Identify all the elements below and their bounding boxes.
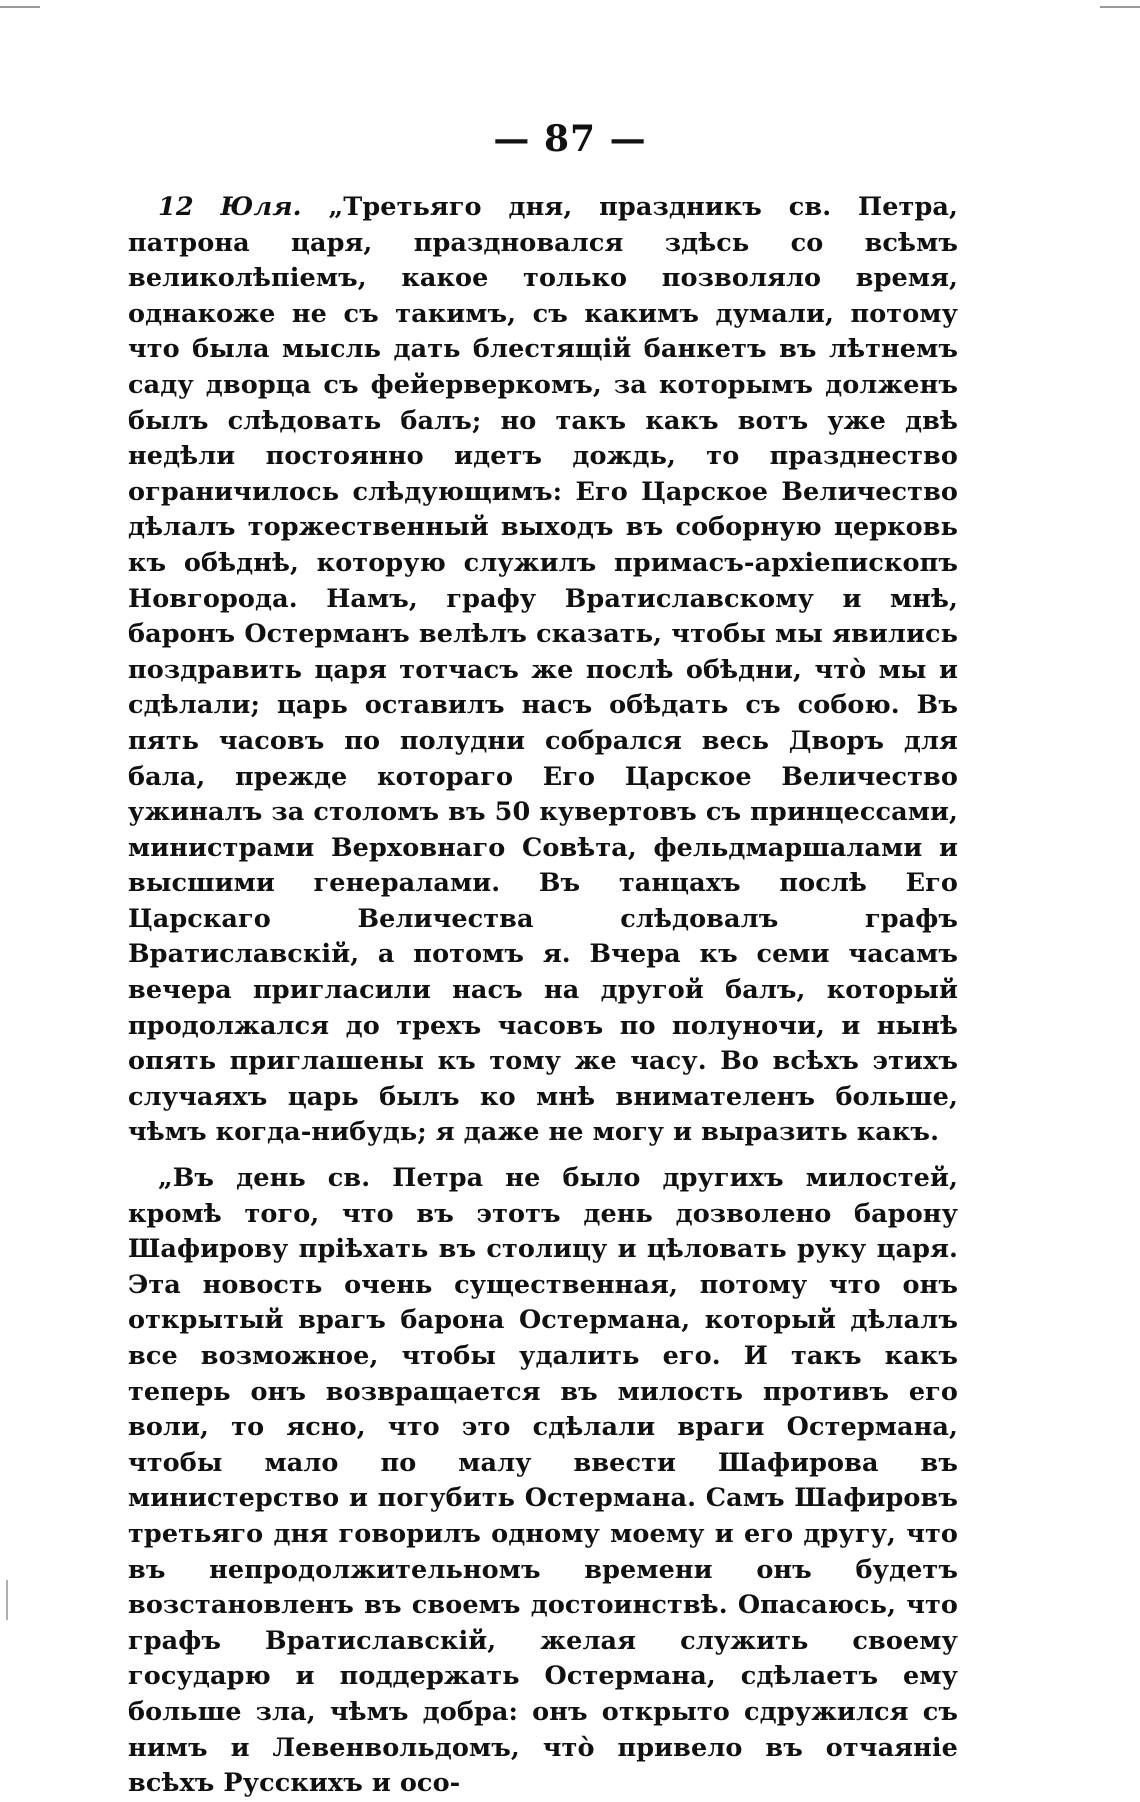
date-heading: 12 Юля. bbox=[158, 192, 302, 222]
scan-edge-mark bbox=[1100, 6, 1140, 8]
page-number: — 87 — bbox=[493, 118, 647, 160]
scan-edge-mark bbox=[0, 6, 40, 8]
paragraph bbox=[128, 1161, 958, 1802]
paragraph bbox=[128, 190, 958, 1151]
body-text bbox=[128, 190, 958, 1802]
paragraph-text: „Въ день св. Петра не было другихъ милостей, кромѣ того, что въ этотъ день дозволено барону Шафирову пріѣхать въ столицу и цѣловать руку царя. Эта новость очень существенная, потому что онъ открытый врагъ барона Остермана, который дѣлалъ все возможное, чтобы удалить его. И такъ какъ теперь онъ возвращается въ милость противъ его воли, то ясно, что это сдѣлали враги Остермана, чтобы мало по малу ввести Шафирова въ министерство и погубить Остермана. Самъ Шафировъ третьяго дня говорилъ одному моему и его другу, что въ непродолжительномъ времени онъ будетъ возстановленъ въ своемъ достоинствѣ. Опасаюсь, что графъ Вратиславскій, желая служить своему государю и поддержать Остермана, сдѣлаетъ ему больше зла, чѣмъ добра: онъ открыто сдружился съ нимъ и Левенвольдомъ, что̀ привело въ отчаяніе всѣхъ Русскихъ и осо- bbox=[128, 1163, 958, 1799]
scan-edge-mark bbox=[6, 1580, 8, 1620]
paragraph-text: „Третьяго дня, праздникъ св. Петра, патрона царя, праздновался здѣсь со всѣмъ великолѣпіемъ, какое только позволяло время, однакоже не съ такимъ, съ какимъ думали, потому что была мысль дать блестящій банкетъ въ лѣтнемъ саду дворца съ фейерверкомъ, за которымъ долженъ былъ слѣдовать балъ; но такъ какъ вотъ уже двѣ недѣли постоянно идетъ дождь, то празднество ограничилось слѣдующимъ: Его Царское Величество дѣлалъ торжественный выходъ въ соборную церковь къ обѣднѣ, которую служилъ примасъ-архіепископъ Новгорода. Намъ, графу Вратиславскому и мнѣ, баронъ Остерманъ велѣлъ сказать, чтобы мы явились поздравить царя тотчасъ же послѣ обѣдни, что̀ мы и сдѣлали; царь оставилъ насъ обѣдать съ собою. Въ пять часовъ по полудни собрался весь Дворъ для бала, прежде котораго Его Царское Величество ужиналъ за столомъ въ 50 кувертовъ съ принцессами, министрами Верховнаго Совѣта, фельдмаршалами и высшими генералами. Въ танцахъ послѣ Его Царскаго Величества слѣдовалъ графъ Вратиславскій, а потомъ я. Вчера къ семи часамъ вечера пригласили насъ на другой балъ, который продолжался до трехъ часовъ по полуночи, и нынѣ опять приглашены къ тому же часу. Во всѣхъ этихъ случаяхъ царь былъ ко мнѣ внимателенъ больше, чѣмъ когда-нибудь; я даже не могу и выразить какъ. bbox=[128, 192, 958, 1148]
